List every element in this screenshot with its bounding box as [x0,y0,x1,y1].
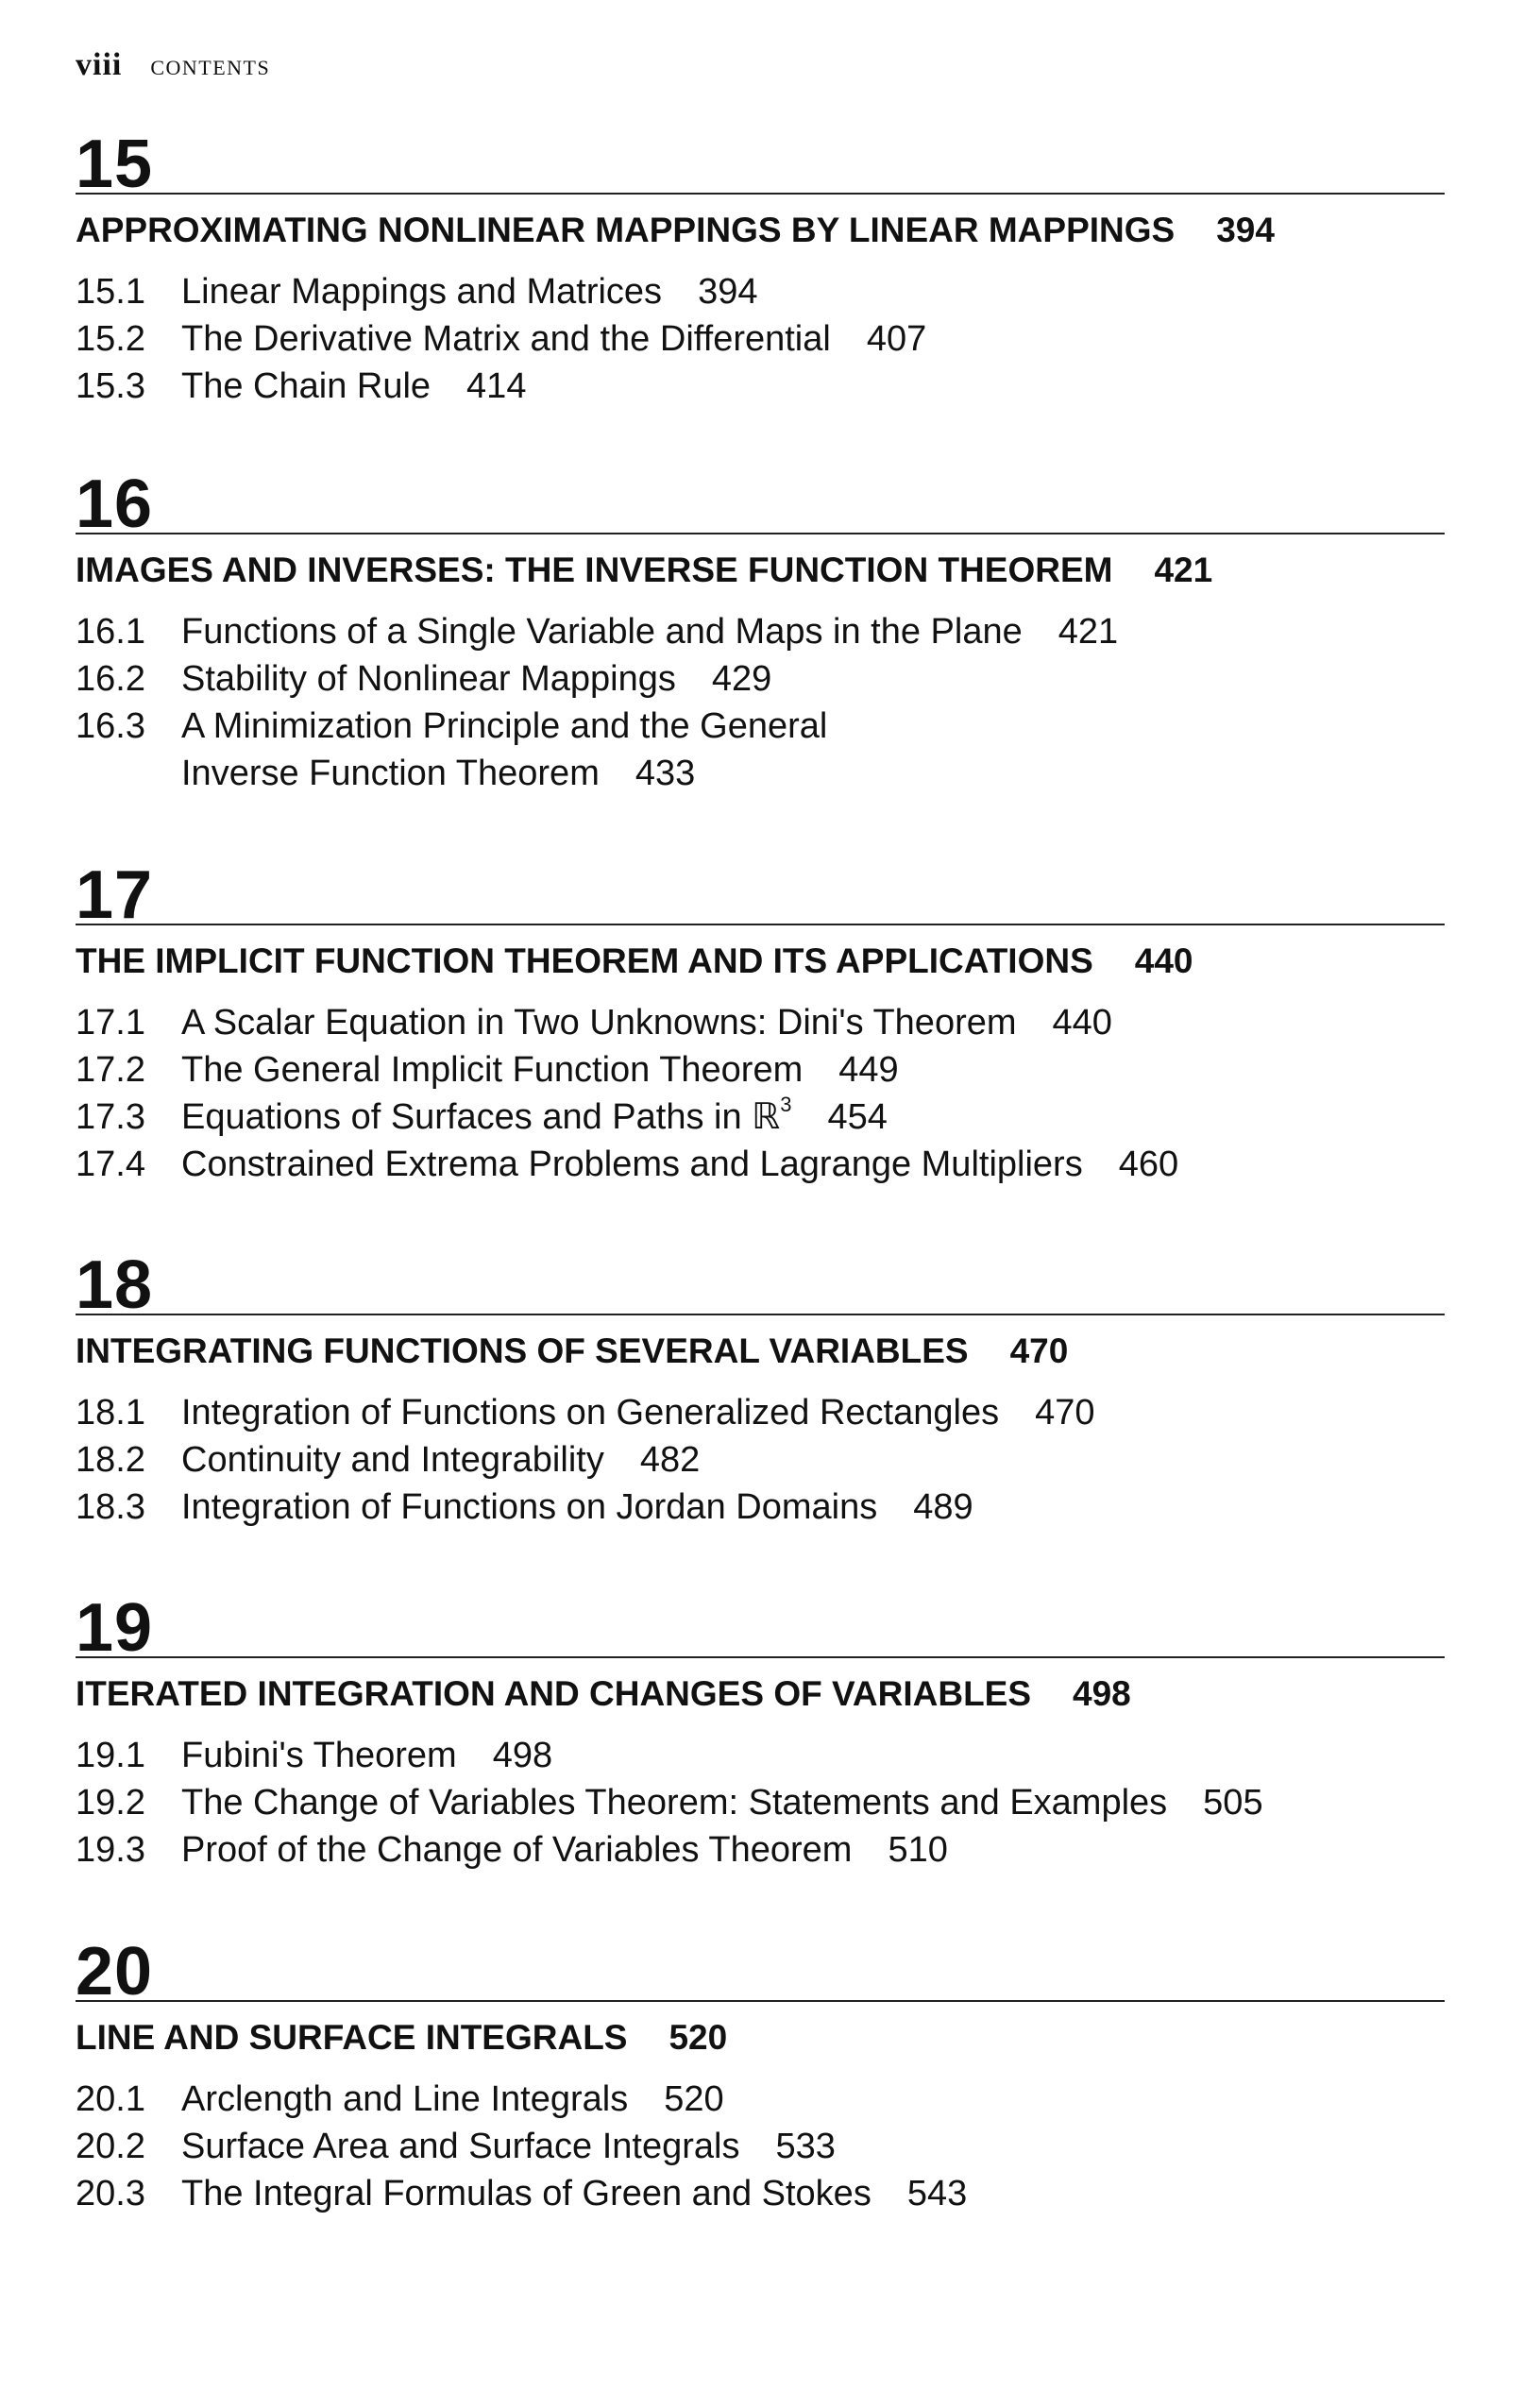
section-title: Continuity and Integrability [181,1440,604,1481]
section-entry[interactable] [76,1484,1445,1531]
section-number: 18.2 [76,1440,145,1481]
chapter-number: 20 [76,1934,154,2009]
section-page: 498 [492,1736,553,1776]
chapter-page: 394 [1216,211,1275,249]
section-title-text: Equations of Surfaces and Paths in ℝ [181,1097,781,1138]
chapter-number: 17 [76,857,154,933]
chapter-page: 470 [1009,1331,1069,1370]
chapter-page: 498 [1073,1674,1131,1713]
chapter-title: LINE AND SURFACE INTEGRALS [76,2018,628,2057]
chapter-15 [76,127,1445,410]
section-page: 482 [639,1440,701,1481]
section-entry[interactable] [76,1389,1445,1436]
section-page: 407 [866,319,927,360]
chapter-rule [76,533,1445,534]
section-entry[interactable] [76,655,1445,703]
section-list [76,268,1445,410]
chapter-title: THE IMPLICIT FUNCTION THEOREM AND ITS APPLICATIONS [76,941,1093,980]
chapter-title-entry[interactable] [76,550,1445,591]
chapter-number: 15 [76,127,154,202]
section-page: 429 [711,659,772,700]
chapter-number: 18 [76,1247,154,1323]
section-page: 533 [775,2127,836,2167]
chapter-number: 16 [76,466,154,542]
section-entry[interactable] [76,1732,1445,1779]
section-page: 505 [1203,1783,1263,1823]
section-number: 18.3 [76,1487,145,1528]
section-entry[interactable] [76,2076,1445,2123]
chapter-page: 520 [668,2018,728,2057]
section-title: Integration of Functions on Generalized Rectangles [181,1393,1000,1433]
section-page: 421 [1058,612,1119,653]
chapter-rule [76,1656,1445,1658]
section-list [76,1389,1445,1531]
section-title: A Scalar Equation in Two Unknowns: Dini's Theorem [181,1003,1017,1043]
section-title: A Minimization Principle and the General [181,706,828,747]
section-title: Functions of a Single Variable and Maps in the Plane [181,612,1023,653]
section-page: 470 [1035,1393,1095,1433]
section-number: 19.3 [76,1830,145,1871]
section-page: 433 [635,754,696,794]
chapter-20 [76,1934,1445,2217]
section-page: 543 [906,2174,968,2214]
chapter-page: 421 [1154,551,1213,589]
section-page: 520 [664,2079,724,2120]
section-title: Proof of the Change of Variables Theorem [181,1830,853,1871]
section-entry[interactable] [76,1826,1445,1874]
section-number: 15.3 [76,366,145,407]
section-page: 454 [827,1097,888,1138]
section-number: 17.3 [76,1097,145,1138]
page-number: viii [76,47,123,82]
chapter-rule [76,924,1445,925]
chapter-title-entry[interactable] [76,210,1445,251]
section-entry[interactable] [76,1094,1445,1141]
section-page: 489 [913,1487,973,1528]
chapter-title: ITERATED INTEGRATION AND CHANGES OF VARIABLES [76,1674,1032,1713]
section-entry[interactable] [76,1436,1445,1484]
section-title: The Integral Formulas of Green and Stokes [181,2174,871,2214]
section-number: 15.1 [76,272,145,313]
section-number: 17.4 [76,1145,145,1185]
section-title: The General Implicit Function Theorem [181,1050,804,1091]
section-entry[interactable] [76,1046,1445,1094]
running-head [76,47,270,83]
section-title: Linear Mappings and Matrices [181,272,663,313]
chapter-title-entry[interactable] [76,1331,1445,1372]
chapter-17 [76,857,1445,1188]
section-title [181,1094,792,1141]
section-list [76,999,1445,1188]
section-page: 510 [888,1830,948,1871]
chapter-rule [76,1314,1445,1315]
section-entry[interactable] [76,2123,1445,2170]
section-entry[interactable] [76,315,1445,363]
section-entry[interactable] [76,363,1445,410]
section-title: Stability of Nonlinear Mappings [181,659,676,700]
section-title: The Derivative Matrix and the Differential [181,319,831,360]
section-title: Integration of Functions on Jordan Domains [181,1487,878,1528]
section-number: 20.2 [76,2127,145,2167]
section-entry-continuation[interactable] [76,750,1445,797]
chapter-title: IMAGES AND INVERSES: THE INVERSE FUNCTION THEOREM [76,551,1113,589]
section-number: 16.1 [76,612,145,653]
chapter-rule [76,193,1445,195]
section-number: 16.2 [76,659,145,700]
section-list [76,608,1445,797]
section-entry[interactable] [76,268,1445,315]
section-title: The Chain Rule [181,366,432,407]
section-number: 16.3 [76,706,145,747]
chapter-title-entry[interactable] [76,2017,1445,2059]
chapter-page: 440 [1134,941,1193,980]
section-number: 17.2 [76,1050,145,1091]
section-title: Surface Area and Surface Integrals [181,2127,740,2167]
chapter-18 [76,1247,1445,1531]
section-entry[interactable] [76,608,1445,655]
section-page: 440 [1052,1003,1112,1043]
chapter-title: INTEGRATING FUNCTIONS OF SEVERAL VARIABLES [76,1331,969,1370]
chapter-rule [76,2000,1445,2002]
section-number: 20.1 [76,2079,145,2120]
section-number: 15.2 [76,319,145,360]
section-number: 19.1 [76,1736,145,1776]
section-number: 18.1 [76,1393,145,1433]
section-title: The Change of Variables Theorem: Statements and Examples [181,1783,1168,1823]
superscript: 3 [780,1093,792,1117]
section-list [76,2076,1445,2217]
section-page: 394 [698,272,758,313]
chapter-19 [76,1590,1445,1874]
section-title: Constrained Extrema Problems and Lagrange Multipliers [181,1145,1083,1185]
section-page: 414 [466,366,527,407]
section-page: 449 [838,1050,899,1091]
section-page: 460 [1118,1145,1179,1185]
section-entry[interactable] [76,2170,1445,2217]
section-number: 19.2 [76,1783,145,1823]
section-entry[interactable] [76,1779,1445,1826]
section-title: Arclength and Line Integrals [181,2079,629,2120]
section-entry[interactable] [76,703,1445,750]
section-entry[interactable] [76,1141,1445,1188]
section-list [76,1732,1445,1874]
section-number: 20.3 [76,2174,145,2214]
chapter-16 [76,466,1445,797]
chapter-number: 19 [76,1590,154,1666]
chapter-title: APPROXIMATING NONLINEAR MAPPINGS BY LINEAR MAPPINGS [76,211,1176,249]
section-entry[interactable] [76,999,1445,1046]
section-title: Fubini's Theorem [181,1736,457,1776]
chapter-title-entry[interactable] [76,1673,1445,1715]
chapter-title-entry[interactable] [76,941,1445,982]
section-title-continued: Inverse Function Theorem [181,754,600,794]
running-title: CONTENTS [150,56,271,79]
section-number: 17.1 [76,1003,145,1043]
